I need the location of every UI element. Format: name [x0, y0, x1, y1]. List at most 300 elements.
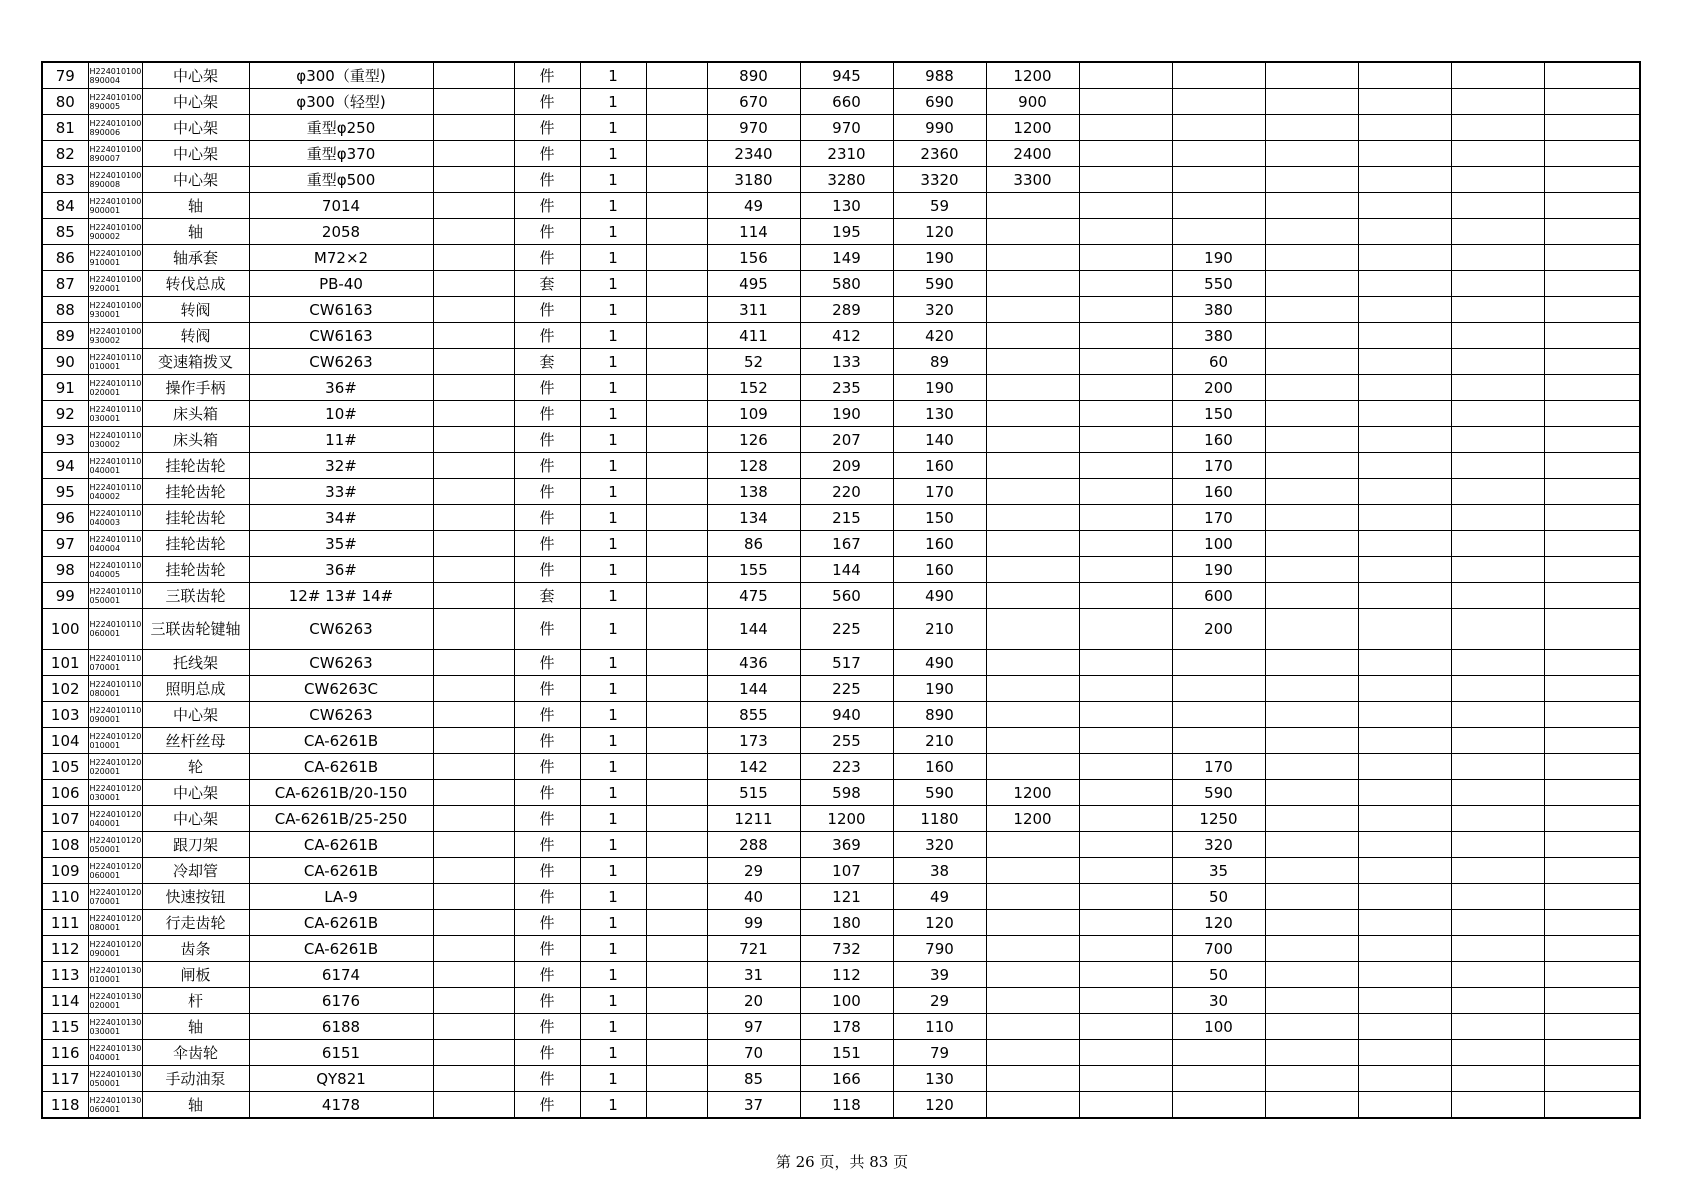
row-number-cell: 118 [42, 1092, 88, 1119]
row-number-cell: 114 [42, 988, 88, 1014]
blank-cell [1544, 557, 1640, 583]
price-5-cell: 100 [1172, 1014, 1265, 1040]
table-row [42, 115, 1640, 141]
blank-cell [1265, 531, 1358, 557]
table-row [42, 832, 1640, 858]
part-name-cell: 挂轮齿轮 [142, 479, 249, 505]
price-2-cell: 121 [800, 884, 893, 910]
blank-cell [646, 89, 707, 115]
price-1-cell: 86 [707, 531, 800, 557]
price-3-cell: 79 [893, 1040, 986, 1066]
blank-cell [1544, 754, 1640, 780]
blank-cell [1358, 936, 1451, 962]
blank-cell [1451, 728, 1544, 754]
price-1-cell: 126 [707, 427, 800, 453]
price-3-cell: 29 [893, 988, 986, 1014]
blank-cell [1358, 505, 1451, 531]
price-4-cell [986, 702, 1079, 728]
row-number-cell: 81 [42, 115, 88, 141]
specification-cell: φ300（重型) [249, 62, 433, 89]
material-code-cell: H224010120090001 [88, 936, 142, 962]
price-3-cell: 160 [893, 754, 986, 780]
blank-cell [646, 676, 707, 702]
price-5-cell [1172, 89, 1265, 115]
part-name-cell: 挂轮齿轮 [142, 557, 249, 583]
unit-cell: 件 [514, 89, 580, 115]
blank-cell [1265, 245, 1358, 271]
part-name-cell: 杆 [142, 988, 249, 1014]
price-4-cell [986, 988, 1079, 1014]
blank-cell [1265, 401, 1358, 427]
part-name-cell: 轴承套 [142, 245, 249, 271]
quantity-cell: 1 [580, 89, 646, 115]
blank-cell [1358, 531, 1451, 557]
price-4-cell [986, 910, 1079, 936]
price-1-cell: 2340 [707, 141, 800, 167]
unit-cell: 件 [514, 375, 580, 401]
part-name-cell: 中心架 [142, 89, 249, 115]
price-1-cell: 890 [707, 62, 800, 89]
price-5-cell: 200 [1172, 609, 1265, 650]
blank-cell [1544, 583, 1640, 609]
price-1-cell: 138 [707, 479, 800, 505]
price-5-cell [1172, 167, 1265, 193]
table-body [42, 62, 1640, 1118]
unit-cell: 件 [514, 962, 580, 988]
material-code-cell: H224010120080001 [88, 910, 142, 936]
price-1-cell: 3180 [707, 167, 800, 193]
price-5-cell: 160 [1172, 427, 1265, 453]
row-number-cell: 98 [42, 557, 88, 583]
material-code-cell: H224010120050001 [88, 832, 142, 858]
quantity-cell: 1 [580, 271, 646, 297]
blank-cell [1358, 62, 1451, 89]
quantity-cell: 1 [580, 531, 646, 557]
price-5-cell [1172, 728, 1265, 754]
blank-cell [433, 754, 514, 780]
price-1-cell: 142 [707, 754, 800, 780]
specification-cell: PB-40 [249, 271, 433, 297]
blank-cell [1358, 349, 1451, 375]
blank-cell [433, 884, 514, 910]
price-5-cell: 30 [1172, 988, 1265, 1014]
price-1-cell: 288 [707, 832, 800, 858]
price-1-cell: 31 [707, 962, 800, 988]
unit-cell: 件 [514, 245, 580, 271]
row-number-cell: 84 [42, 193, 88, 219]
price-2-cell: 945 [800, 62, 893, 89]
specification-cell: 12# 13# 14# [249, 583, 433, 609]
blank-cell [1079, 453, 1172, 479]
blank-cell [1265, 780, 1358, 806]
blank-cell [1544, 910, 1640, 936]
price-2-cell: 130 [800, 193, 893, 219]
price-1-cell: 144 [707, 609, 800, 650]
blank-cell [1544, 479, 1640, 505]
blank-cell [433, 1014, 514, 1040]
blank-cell [1079, 219, 1172, 245]
price-4-cell [986, 193, 1079, 219]
price-3-cell: 89 [893, 349, 986, 375]
part-name-cell: 齿条 [142, 936, 249, 962]
blank-cell [1451, 650, 1544, 676]
price-5-cell: 50 [1172, 884, 1265, 910]
row-number-cell: 90 [42, 349, 88, 375]
row-number-cell: 86 [42, 245, 88, 271]
part-name-cell: 手动油泵 [142, 1066, 249, 1092]
price-2-cell: 118 [800, 1092, 893, 1119]
blank-cell [646, 962, 707, 988]
unit-cell: 件 [514, 505, 580, 531]
price-1-cell: 475 [707, 583, 800, 609]
price-1-cell: 436 [707, 650, 800, 676]
price-2-cell: 660 [800, 89, 893, 115]
price-2-cell: 235 [800, 375, 893, 401]
part-name-cell: 三联齿轮 [142, 583, 249, 609]
price-4-cell [986, 583, 1079, 609]
price-5-cell: 380 [1172, 297, 1265, 323]
blank-cell [1079, 89, 1172, 115]
price-4-cell [986, 375, 1079, 401]
part-name-cell: 中心架 [142, 702, 249, 728]
blank-cell [1358, 1014, 1451, 1040]
row-number-cell: 107 [42, 806, 88, 832]
specification-cell: 6151 [249, 1040, 433, 1066]
specification-cell: CW6163 [249, 323, 433, 349]
blank-cell [646, 936, 707, 962]
quantity-cell: 1 [580, 427, 646, 453]
price-4-cell: 1200 [986, 780, 1079, 806]
quantity-cell: 1 [580, 193, 646, 219]
price-5-cell [1172, 650, 1265, 676]
part-name-cell: 闸板 [142, 962, 249, 988]
blank-cell [1544, 1040, 1640, 1066]
price-4-cell [986, 754, 1079, 780]
price-3-cell: 890 [893, 702, 986, 728]
price-3-cell: 490 [893, 583, 986, 609]
specification-cell: 36# [249, 557, 433, 583]
blank-cell [1544, 89, 1640, 115]
unit-cell: 件 [514, 427, 580, 453]
price-5-cell [1172, 1092, 1265, 1119]
blank-cell [433, 427, 514, 453]
price-1-cell: 515 [707, 780, 800, 806]
row-number-cell: 111 [42, 910, 88, 936]
blank-cell [1079, 962, 1172, 988]
page-number-footer: 第 26 页，共 83 页 [775, 1153, 909, 1171]
row-number-cell: 83 [42, 167, 88, 193]
quantity-cell: 1 [580, 167, 646, 193]
specification-cell: LA-9 [249, 884, 433, 910]
blank-cell [1544, 141, 1640, 167]
price-5-cell: 100 [1172, 531, 1265, 557]
blank-cell [433, 609, 514, 650]
blank-cell [1451, 401, 1544, 427]
row-number-cell: 101 [42, 650, 88, 676]
specification-cell: CA-6261B [249, 858, 433, 884]
price-2-cell: 732 [800, 936, 893, 962]
blank-cell [1451, 858, 1544, 884]
blank-cell [1358, 141, 1451, 167]
quantity-cell: 1 [580, 219, 646, 245]
price-1-cell: 970 [707, 115, 800, 141]
row-number-cell: 110 [42, 884, 88, 910]
price-5-cell: 170 [1172, 754, 1265, 780]
blank-cell [1544, 219, 1640, 245]
table-row [42, 349, 1640, 375]
blank-cell [1451, 297, 1544, 323]
specification-cell: CA-6261B [249, 728, 433, 754]
material-code-cell: H224010130060001 [88, 1092, 142, 1119]
quantity-cell: 1 [580, 780, 646, 806]
material-code-cell: H224010100930001 [88, 297, 142, 323]
specification-cell: 6188 [249, 1014, 433, 1040]
price-5-cell: 590 [1172, 780, 1265, 806]
material-code-cell: H224010100900001 [88, 193, 142, 219]
blank-cell [1544, 650, 1640, 676]
price-4-cell: 1200 [986, 62, 1079, 89]
table-row [42, 806, 1640, 832]
part-name-cell: 中心架 [142, 141, 249, 167]
unit-cell: 件 [514, 884, 580, 910]
specification-cell: 6176 [249, 988, 433, 1014]
quantity-cell: 1 [580, 754, 646, 780]
blank-cell [1265, 1092, 1358, 1119]
table-row [42, 505, 1640, 531]
blank-cell [433, 936, 514, 962]
price-2-cell: 517 [800, 650, 893, 676]
blank-cell [1358, 962, 1451, 988]
blank-cell [1544, 401, 1640, 427]
blank-cell [1265, 1040, 1358, 1066]
blank-cell [433, 349, 514, 375]
blank-cell [646, 62, 707, 89]
price-4-cell [986, 557, 1079, 583]
quantity-cell: 1 [580, 988, 646, 1014]
blank-cell [1079, 702, 1172, 728]
price-1-cell: 128 [707, 453, 800, 479]
part-name-cell: 操作手柄 [142, 375, 249, 401]
specification-cell: 10# [249, 401, 433, 427]
unit-cell: 件 [514, 728, 580, 754]
blank-cell [646, 479, 707, 505]
blank-cell [1451, 167, 1544, 193]
price-5-cell: 700 [1172, 936, 1265, 962]
price-4-cell [986, 297, 1079, 323]
price-1-cell: 99 [707, 910, 800, 936]
price-2-cell: 207 [800, 427, 893, 453]
blank-cell [1544, 1014, 1640, 1040]
price-4-cell [986, 531, 1079, 557]
specification-cell: 重型φ250 [249, 115, 433, 141]
price-1-cell: 134 [707, 505, 800, 531]
blank-cell [433, 650, 514, 676]
unit-cell: 件 [514, 62, 580, 89]
unit-cell: 件 [514, 832, 580, 858]
blank-cell [433, 453, 514, 479]
table-row [42, 323, 1640, 349]
price-4-cell [986, 884, 1079, 910]
blank-cell [1265, 453, 1358, 479]
price-2-cell: 970 [800, 115, 893, 141]
unit-cell: 件 [514, 453, 580, 479]
unit-cell: 件 [514, 858, 580, 884]
blank-cell [646, 297, 707, 323]
quantity-cell: 1 [580, 245, 646, 271]
price-2-cell: 940 [800, 702, 893, 728]
blank-cell [1079, 323, 1172, 349]
price-3-cell: 130 [893, 401, 986, 427]
blank-cell [646, 754, 707, 780]
price-3-cell: 590 [893, 271, 986, 297]
blank-cell [433, 245, 514, 271]
price-2-cell: 255 [800, 728, 893, 754]
specification-cell: M72×2 [249, 245, 433, 271]
specification-cell: 33# [249, 479, 433, 505]
blank-cell [1544, 323, 1640, 349]
row-number-cell: 80 [42, 89, 88, 115]
table-row [42, 167, 1640, 193]
blank-cell [1265, 676, 1358, 702]
price-1-cell: 37 [707, 1092, 800, 1119]
quantity-cell: 1 [580, 650, 646, 676]
blank-cell [1358, 479, 1451, 505]
part-name-cell: 转阀 [142, 297, 249, 323]
blank-cell [433, 557, 514, 583]
unit-cell: 件 [514, 141, 580, 167]
blank-cell [433, 1066, 514, 1092]
blank-cell [1079, 609, 1172, 650]
price-4-cell [986, 936, 1079, 962]
material-code-cell: H224010110030001 [88, 401, 142, 427]
price-2-cell: 215 [800, 505, 893, 531]
price-2-cell: 220 [800, 479, 893, 505]
price-3-cell: 140 [893, 427, 986, 453]
blank-cell [1451, 1092, 1544, 1119]
price-1-cell: 152 [707, 375, 800, 401]
quantity-cell: 1 [580, 479, 646, 505]
material-code-cell: H224010130030001 [88, 1014, 142, 1040]
blank-cell [1265, 167, 1358, 193]
blank-cell [1544, 609, 1640, 650]
blank-cell [646, 780, 707, 806]
material-code-cell: H224010110030002 [88, 427, 142, 453]
price-2-cell: 107 [800, 858, 893, 884]
price-2-cell: 223 [800, 754, 893, 780]
blank-cell [1265, 89, 1358, 115]
price-5-cell [1172, 219, 1265, 245]
blank-cell [1544, 349, 1640, 375]
blank-cell [1358, 427, 1451, 453]
blank-cell [1358, 780, 1451, 806]
specification-cell: QY821 [249, 1066, 433, 1092]
price-3-cell: 988 [893, 62, 986, 89]
price-5-cell: 35 [1172, 858, 1265, 884]
blank-cell [646, 1092, 707, 1119]
blank-cell [646, 505, 707, 531]
blank-cell [1265, 323, 1358, 349]
quantity-cell: 1 [580, 115, 646, 141]
blank-cell [646, 884, 707, 910]
quantity-cell: 1 [580, 1014, 646, 1040]
blank-cell [646, 427, 707, 453]
blank-cell [646, 245, 707, 271]
blank-cell [1358, 728, 1451, 754]
price-5-cell: 50 [1172, 962, 1265, 988]
blank-cell [1358, 988, 1451, 1014]
part-name-cell: 轴 [142, 219, 249, 245]
price-4-cell [986, 728, 1079, 754]
price-4-cell [986, 479, 1079, 505]
table-row [42, 780, 1640, 806]
price-2-cell: 100 [800, 988, 893, 1014]
row-number-cell: 97 [42, 531, 88, 557]
material-code-cell: H224010100890004 [88, 62, 142, 89]
row-number-cell: 109 [42, 858, 88, 884]
price-3-cell: 110 [893, 1014, 986, 1040]
blank-cell [1451, 988, 1544, 1014]
unit-cell: 件 [514, 557, 580, 583]
price-2-cell: 190 [800, 401, 893, 427]
price-3-cell: 190 [893, 245, 986, 271]
blank-cell [1451, 479, 1544, 505]
price-3-cell: 210 [893, 728, 986, 754]
material-code-cell: H224010110040001 [88, 453, 142, 479]
price-5-cell: 1250 [1172, 806, 1265, 832]
table-row [42, 702, 1640, 728]
part-name-cell: 三联齿轮键轴 [142, 609, 249, 650]
specification-cell: 重型φ500 [249, 167, 433, 193]
price-4-cell: 900 [986, 89, 1079, 115]
quantity-cell: 1 [580, 832, 646, 858]
price-4-cell [986, 453, 1079, 479]
table-row [42, 1014, 1640, 1040]
price-4-cell [986, 245, 1079, 271]
blank-cell [646, 167, 707, 193]
blank-cell [1358, 702, 1451, 728]
blank-cell [1544, 62, 1640, 89]
table-row [42, 401, 1640, 427]
row-number-cell: 87 [42, 271, 88, 297]
material-code-cell: H224010100890007 [88, 141, 142, 167]
part-name-cell: 中心架 [142, 806, 249, 832]
specification-cell: 重型φ370 [249, 141, 433, 167]
row-number-cell: 99 [42, 583, 88, 609]
blank-cell [1358, 271, 1451, 297]
blank-cell [646, 1014, 707, 1040]
table-row [42, 557, 1640, 583]
price-2-cell: 3280 [800, 167, 893, 193]
blank-cell [646, 141, 707, 167]
price-1-cell: 109 [707, 401, 800, 427]
table-row [42, 89, 1640, 115]
blank-cell [1358, 1092, 1451, 1119]
blank-cell [1451, 271, 1544, 297]
blank-cell [1544, 375, 1640, 401]
blank-cell [1544, 728, 1640, 754]
price-2-cell: 225 [800, 676, 893, 702]
blank-cell [646, 401, 707, 427]
blank-cell [433, 806, 514, 832]
table-row [42, 988, 1640, 1014]
price-1-cell: 85 [707, 1066, 800, 1092]
price-1-cell: 114 [707, 219, 800, 245]
blank-cell [1358, 676, 1451, 702]
blank-cell [1079, 806, 1172, 832]
specification-cell: 7014 [249, 193, 433, 219]
quantity-cell: 1 [580, 676, 646, 702]
part-name-cell: 挂轮齿轮 [142, 505, 249, 531]
